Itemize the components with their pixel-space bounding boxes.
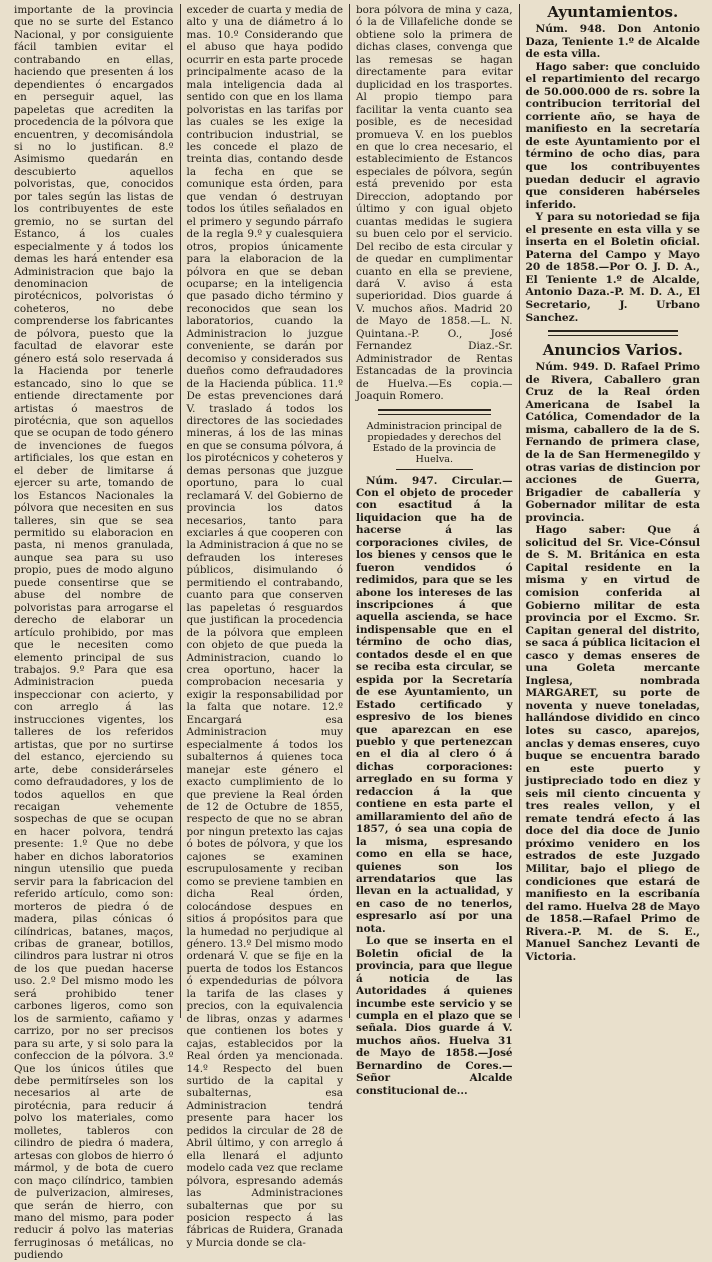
notice-948-body: Hago saber: que concluido el repartimiento del recargo de 50.000.000 de rs. sobre la contribucion territorial del corriente año, se haya de manifiesto en la secretaría de este Ayuntamiento por el término de ocho dias, para que los contribuyentes puedan deducir el agravio que consideren habérseles inferido.	[525, 60, 700, 211]
column-4	[519, 4, 706, 1018]
column-1	[8, 4, 180, 1262]
section-divider	[378, 409, 491, 415]
section-divider-2	[548, 330, 678, 336]
heading-underline	[396, 469, 473, 470]
anuncios-varios-heading: Anuncios Varios.	[542, 341, 683, 360]
circular-947-text: Núm. 947. Circular.—Con el objeto de proceder con esactitud á la liquidacion que ha de hacerse á las corporaciones civiles, de los bienes y censos que le fueron vendidos ó redimidos, para que se les abone los intereses de las inscripciones á que aquella ascienda, se hace indispensable que en el término de ocho dias, contados desde el en que se reciba esta circular, se espida por la Secretaría de ese Ayuntamiento, un Estado certificado y espresivo de los bienes que aparezcan en ese pueblo y que pertenezcan en el dia al clero ó á dichas corporaciones: arreglado en su forma y redaccion á la que contiene en esta parte el amillaramiento del año de 1857, ó sea una copia de la misma, espresando como en ella se hace, quienes son los arrendatarios que las llevan en la actualidad, y en caso de no tenerlos, espresarlo así por una nota.	[356, 474, 513, 935]
circular-947-closing: Lo que se inserta en el Boletin oficial de la provincia, para que llegue á noticia de las Autoridades á quienes incumbe este servicio y se cumpla en el plazo que se señala. Dios guarde á V. muchos años. Huelva 31 de Mayo de 1858.—José Bernardino de Cores.—Señor Alcalde constitucional de...	[356, 935, 513, 1097]
notice-948-title: Núm. 948. Don Antonio Daza, Teniente 1.º de Alcalde de esta villa.	[525, 23, 700, 61]
column-2	[180, 4, 350, 1249]
administracion-heading: Administracion principal de propiedades y derechos del Estado de la provincia de Huelva.	[366, 420, 502, 465]
column-3	[349, 4, 519, 1097]
notice-949-title: Núm. 949. D. Rafael Primo de Rivera, Caballero gran Cruz de la Real órden Americana de Isabel la Católica, Comendador de la misma, caballero de la de S. Fernando de primera clase, de la de San Hermenegildo y otras varias de distincion por acciones de Guerra, Brigadier de caballería y Gobernador militar de esta provincia.	[525, 361, 700, 524]
column-1-text: importante de la provincia que no se surte del Estanco Nacional, y por consiguiente fácil tambien evitar el contrabando en ellas, haciendo que presenten á los dependientes ó encargados en perseguir aquel, las papeletas que acrediten la procedencia de la pólvora que encuentren, y decomisándola si no lo justifican. 8.º Asimismo quedarán en descubierto aquellos polvoristas, que, conocidos por tales según las listas de los contribuyentes de este gremio, no se surtan del Estanco, á los cuales especialmente y á todos los demas les hará entender esa Administracion que bajo la denominacion de pirotécnicos, polvoristas ó coheteros, no debe comprenderse los fabricantes de pólvora, puesto que la facultad de elavorar este género está solo reservada á la Hacienda por tenerle estancado, sino lo que se entiende directamente por artistas ó maestros de pirotécnia, que son aquellos que se ocupan de todo género de invenciones de fuegos artificiales, los que estan en el deber de limitarse á ejercer su arte, tomando de los Estancos Nacionales la pólvora que necesiten en sus talleres, sin que se sea permitido su elaboracion en pasta, ni menos granulada, aunque sea para su uso propio, pues de modo alguno puede consentirse que se abuse del nombre de polvoristas para arrogarse el derecho de elaborar un artículo prohibido, por mas que le necesiten como elemento principal de sus trabajos. 9.º Para que esa Administracion pueda inspeccionar con acierto, y con arreglo á las instrucciones vigentes, los talleres de los referidos artistas, que por no surtirse del estanco, ejerciendo su arte, debe considerárseles como defraudadores, y los de todos aquellos en que recaigan vehemente sospechas de que se ocupan en hacer polvora, tendrá presente: 1.º Que no debe haber en dichos laboratorios ningun utensilio que pueda servir para la fabricacion del referido artículo, como son: morteros de piedra ó de madera, pilas cónicas ó cilíndricas, batanes, maços, cribas de granear, botillos, cilindros para lustrar ni otros de los que puedan hacerse uso. 2.º Del mismo modo les será prohibido tener carbones ligeros, como son los de sarmiento, cañamo y carrizo, por no ser precisos para su arte, y si solo para la confeccion de la pólvora. 3.º Que los únicos útiles que debe permitírseles son los necesarios al arte de pirotécnia, para reducir á polvo los materiales, como molletes, tableros con cilindro de piedra ó madera, artesas con globos de hierro ó mármol, y de bota de cuero con maço cilíndrico, tambien de pulverizacion, almireses, que serán de hierro, con mano del mismo, para poder reducir á polvo las materias ferruginosas ó metálicas, no pudiendo	[14, 4, 174, 1262]
notice-948-closing: Y para su notoriedad se fija el presente en esta villa y se inserta en el Boletin oficial. Paterna del Campo y Mayo 20 de 1858.—Por O. J. D. A., El Teniente 1.º de Alcalde, Antonio Daza.-P. M. D. A., El Secretario, J. Urbano Sanchez.	[525, 211, 700, 324]
notice-949-body: Hago saber: Que á solicitud del Sr. Vice-Cónsul de S. M. Británica en esta Capital residente en la misma y en virtud de comision conferida al Gobierno militar de esta provincia por el Excmo. Sr. Capitan general del distrito, se saca á pública licitacion el casco y demas enseres de una Goleta mercante Inglesa, nombrada MARGARET, su porte de noventa y nueve toneladas, hallándose dividido en cinco lotes su casco, aparejos, anclas y demas enseres, cuyo buque se encuentra barado en este puerto y justipreciado todo en diez y seis mil ciento cincuenta y tres reales vellon, y el remate tendrá efecto á las doce del dia doce de Junio próximo venidero en los estrados de este Juzgado Militar, bajo el pliego de condiciones que estará de manifiesto en la escribanía del ramo. Huelva 28 de Mayo de 1858.—Rafael Primo de Rivera.-P. M. de S. E., Manuel Sanchez Levanti de Victoria.	[525, 524, 700, 963]
column-2-text: exceder de cuarta y media de alto y una de diámetro á lo mas. 10.º Considerando que el abuso que haya podido ocurrir en esta parte procede principalmente acaso de la mala inteligencia dada al sentido con que en los llama polvoristas en las tarifas por las cuales se les exige la contribucion industrial, se les concede el plazo de treinta dias, contando desde la fecha en que se comunique esta órden, para que vendan ó destruyan todos los útiles señalados en el primero y segundo párrafo de la regla 9.º y cualesquiera otros, propios únicamente para la elaboracion de la pólvora en que se deban ocuparse; en la inteligencia que pasado dicho término y reconocidos que sean los laboratorios, cuando la Administracion lo juzgue conveniente, se darán por decomiso y considerados sus dueños como defraudadores de la Hacienda pública. 11.º De estas prevenciones dará V. traslado á todos los directores de las sociedades mineras, á los de las minas en que se consuma pólvora, á los pirotécnicos y coheteros y demas personas que juzgue oportuno, para lo cual reclamará V. del Gobierno de provincia los datos necesarios, tanto para exciarles á que cooperen con la Administracion á que no se defrauden los intereses públicos, disimulando ó permitiendo el contrabando, cuanto para que conserven las papeletas ó resguardos que justifican la procedencia de la pólvora que empleen con objeto de que pueda la Administracion, cuando lo crea oportuno, hacer la comprobacion necesaria y exigir la responsabilidad por la falta que notare. 12.º Encargará esa Administracion muy especialmente á todos los subalternos á quienes toca manejar este género el exacto cumplimiento de lo que previene la Real órden de 12 de Octubre de 1855, respecto de que no se abran por ningun pretexto las cajas ó botes de pólvora, y que los cajones se examinen escrupulosamente y reciban como se previene tambien en dicha Real órden, colocándose despues en sitios á propósitos para que la humedad no perjudique al género. 13.º Del mismo modo ordenará V. que se fije en la puerta de todos los Estancos ó expendedurias de pólvora la tarifa de las clases y precios, con la equivalencia de libras, onzas y adarmes que contienen los botes y cajas, establecidos por la Real órden ya mencionada. 14.º Respecto del buen surtido de la capital y subalternas, esa Administracion tendrá presente para hacer los pedidos la circular de 28 de Abril último, y con arreglo á ella llenará el adjunto modelo cada vez que reclame pólvora, espresando además las Administraciones subalternas que por su posicion respecto á las fábricas de Ruidera, Granada y Murcia donde se cla-	[186, 4, 344, 1249]
column-3-top-text: bora pólvora de mina y caza, ó la de Villafeliche donde se obtiene solo la primera de dichas clases, convenga que las remesas se hagan directamente para evitar duplicidad en los trasportes. Al propio tiempo para facilitar la venta cuanto sea posible, es de necesidad promueva V. en los pueblos en que lo crea necesario, el establecimiento de Estancos especiales de pólvora, según está prevenido por esta Direccion, adoptando por último y con igual objeto cuantas medidas le sugiera su buen celo por el servicio. Del recibo de esta circular y de quedar en cumplimentar cuanto en ella se previene, dará V. aviso á esta superioridad. Dios guarde á V. muchos años. Madrid 20 de Mayo de 1858.—L. N. Quintana.-P. O., José Fernandez Diaz.-Sr. Administrador de Rentas Estancadas de la provincia de Huelva.—Es copia.—Joaquin Romero.	[356, 4, 513, 403]
ayuntamientos-heading: Ayuntamientos.	[547, 3, 679, 21]
